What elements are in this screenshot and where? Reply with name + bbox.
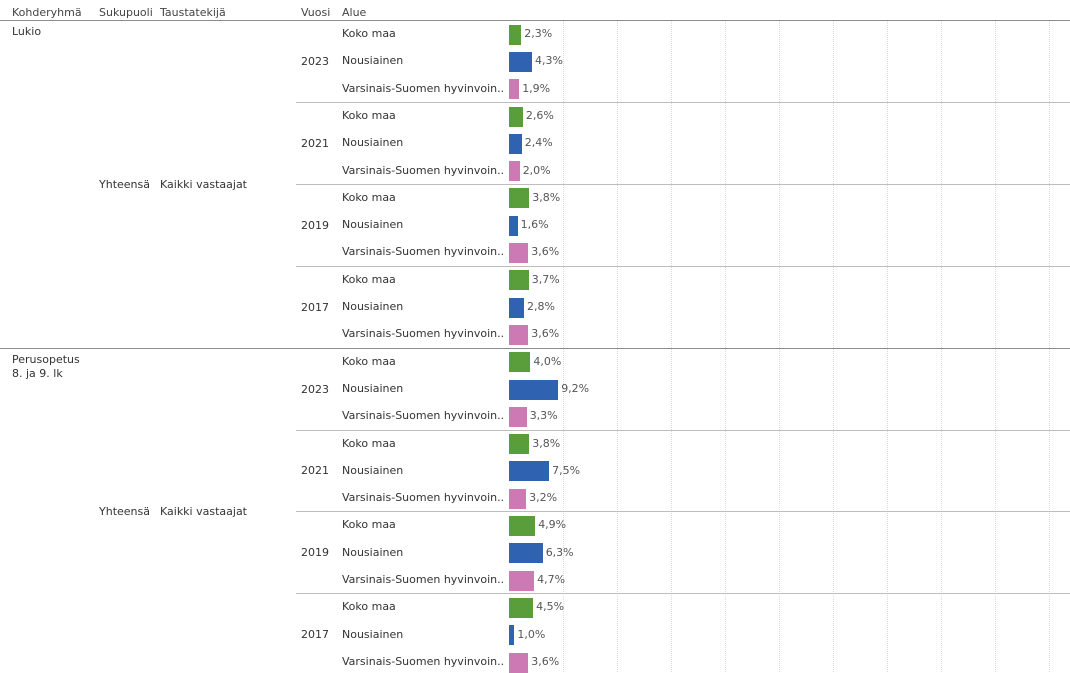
alue-label: Varsinais-Suomen hyvinvoin..: [342, 409, 505, 423]
bar-mark[interactable]: [509, 516, 535, 536]
bar-mark[interactable]: [509, 107, 523, 127]
alue-label: Varsinais-Suomen hyvinvoin..: [342, 654, 505, 668]
bar-mark[interactable]: [509, 571, 534, 591]
gridline: [779, 21, 780, 672]
value-label: 3,6%: [531, 327, 560, 341]
bar-mark[interactable]: [509, 134, 522, 154]
sukupuoli-label: Yhteensä: [99, 505, 150, 519]
gridline: [617, 21, 618, 672]
bar-mark[interactable]: [509, 216, 518, 236]
bar-mark[interactable]: [509, 161, 520, 181]
value-label: 2,3%: [524, 27, 553, 40]
year-label: 2023: [301, 54, 329, 68]
value-label: 2,6%: [525, 108, 554, 122]
gridline: [725, 21, 726, 672]
alue-label: Varsinais-Suomen hyvinvoin..: [342, 327, 505, 341]
year-label: 2021: [301, 464, 329, 478]
bar-mark[interactable]: [509, 298, 524, 318]
alue-label: Varsinais-Suomen hyvinvoin..: [342, 163, 505, 177]
value-label: 6,3%: [545, 545, 574, 559]
bar-mark[interactable]: [509, 188, 529, 208]
bar-mark[interactable]: [509, 434, 529, 454]
bar-mark[interactable]: [509, 380, 558, 400]
kohderyhma-label: Perusopetus 8. ja 9. lk: [12, 352, 80, 380]
taustatekija-label: Kaikki vastaajat: [160, 505, 247, 519]
alue-label: Nousiainen: [342, 136, 404, 150]
value-label: 2,4%: [524, 136, 553, 150]
year-separator: [296, 430, 1070, 431]
year-separator: [296, 266, 1070, 267]
bar-mark[interactable]: [509, 79, 519, 99]
alue-label: Nousiainen: [342, 218, 404, 232]
header-separator: [0, 20, 1070, 21]
bar-mark[interactable]: [509, 325, 528, 345]
bar-mark[interactable]: [509, 625, 514, 645]
value-label: 2,0%: [522, 163, 551, 177]
gridline: [833, 21, 834, 672]
alue-label: Koko maa: [342, 354, 396, 368]
value-label: 4,5%: [536, 600, 565, 614]
year-label: 2017: [301, 628, 329, 642]
year-separator: [296, 102, 1070, 103]
alue-label: Koko maa: [342, 436, 396, 450]
alue-label: Varsinais-Suomen hyvinvoin..: [342, 491, 505, 505]
alue-label: Nousiainen: [342, 627, 404, 641]
header-taustatekija[interactable]: Taustatekijä: [160, 6, 226, 19]
header-kohderyhma[interactable]: Kohderyhmä: [12, 6, 82, 19]
bar-mark[interactable]: [509, 653, 528, 673]
alue-label: Koko maa: [342, 190, 396, 204]
value-label: 3,6%: [531, 654, 560, 668]
sukupuoli-label: Yhteensä: [99, 177, 150, 191]
gridline: [995, 21, 996, 672]
alue-label: Koko maa: [342, 27, 396, 40]
group-separator: [0, 348, 1070, 349]
value-label: 3,6%: [531, 245, 560, 259]
year-separator: [296, 511, 1070, 512]
bar-mark[interactable]: [509, 270, 529, 290]
bar-mark[interactable]: [509, 52, 532, 72]
bar-mark[interactable]: [509, 25, 521, 45]
alue-label: Koko maa: [342, 518, 396, 532]
bar-mark[interactable]: [509, 407, 527, 427]
value-label: 3,3%: [529, 409, 558, 423]
year-label: 2019: [301, 218, 329, 232]
value-label: 1,6%: [520, 218, 549, 232]
value-label: 3,8%: [532, 190, 561, 204]
alue-label: Koko maa: [342, 272, 396, 286]
bar-mark[interactable]: [509, 461, 549, 481]
alue-label: Varsinais-Suomen hyvinvoin..: [342, 81, 505, 95]
alue-label: Nousiainen: [342, 381, 404, 395]
value-label: 3,7%: [531, 272, 560, 286]
year-separator: [296, 184, 1070, 185]
value-label: 4,9%: [538, 518, 567, 532]
value-label: 3,2%: [529, 491, 558, 505]
year-separator: [296, 593, 1070, 594]
alue-label: Koko maa: [342, 108, 396, 122]
value-label: 9,2%: [561, 381, 590, 395]
bar-mark[interactable]: [509, 243, 528, 263]
header-vuosi[interactable]: Vuosi: [301, 6, 331, 19]
value-label: 4,3%: [535, 54, 563, 68]
year-label: 2017: [301, 300, 329, 314]
value-label: 7,5%: [552, 463, 581, 477]
year-label: 2021: [301, 136, 329, 150]
year-label: 2023: [301, 382, 329, 396]
value-label: 4,0%: [533, 354, 562, 368]
bar-mark[interactable]: [509, 352, 530, 372]
value-label: 1,9%: [522, 81, 551, 95]
bar-mark[interactable]: [509, 598, 533, 618]
header-sukupuoli[interactable]: Sukupuoli: [99, 6, 153, 19]
value-label: 2,8%: [527, 300, 555, 313]
gridline: [941, 21, 942, 672]
header-alue[interactable]: Alue: [342, 6, 367, 19]
alue-label: Nousiainen: [342, 545, 404, 559]
value-label: 3,8%: [532, 436, 561, 450]
alue-label: Varsinais-Suomen hyvinvoin..: [342, 245, 505, 259]
bar-mark[interactable]: [509, 543, 543, 563]
kohderyhma-label: Lukio: [12, 25, 42, 38]
bar-mark[interactable]: [509, 489, 526, 509]
taustatekija-label: Kaikki vastaajat: [160, 177, 247, 191]
gridline: [671, 21, 672, 672]
gridline: [887, 21, 888, 672]
value-label: 4,7%: [537, 573, 566, 586]
alue-label: Nousiainen: [342, 54, 404, 68]
alue-label: Varsinais-Suomen hyvinvoin..: [342, 573, 505, 586]
value-label: 1,0%: [517, 627, 546, 641]
gridline: [1049, 21, 1050, 672]
alue-label: Nousiainen: [342, 463, 404, 477]
alue-label: Nousiainen: [342, 300, 404, 313]
alue-label: Koko maa: [342, 600, 396, 614]
year-label: 2019: [301, 546, 329, 560]
